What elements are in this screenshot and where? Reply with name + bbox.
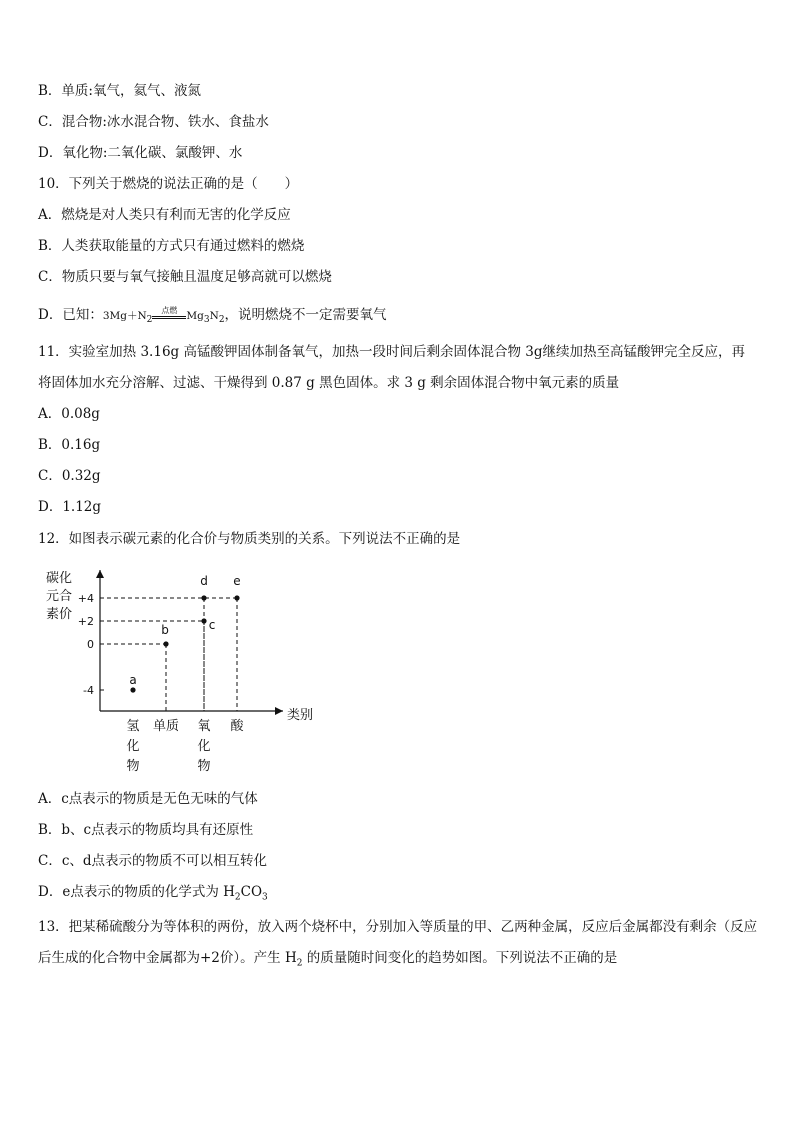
y-tick-label: -4 (83, 684, 94, 697)
data-label-d: d (200, 574, 208, 588)
q11-option-b: B．0.16g (38, 437, 101, 453)
q10-option-d (38, 306, 387, 329)
q13-stem-part2: 的质量随时间变化的趋势如图。下列说法不正确的是 (302, 950, 618, 966)
q12-option-c: C．c、d点表示的物质不可以相互转化 (38, 853, 268, 869)
reaction-product-n: N (209, 310, 219, 322)
q12-formula-mid: CO (240, 884, 263, 900)
q10-stem: 10．下列关于燃烧的说法正确的是（ ） (38, 176, 299, 192)
reaction-condition-label: 点燃 (161, 306, 178, 315)
x-category-label: 化 (126, 739, 140, 754)
q12-stem: 12．如图表示碳元素的化合价与物质类别的关系。下列说法不正确的是 (38, 531, 461, 547)
q11-option-d: D．1.12g (38, 499, 102, 515)
data-label-b: b (161, 623, 169, 637)
x-category-label: 物 (197, 759, 211, 774)
q12-option-d-prefix: D．e点表示的物质的化学式为 H (38, 884, 235, 900)
data-label-a: a (129, 673, 137, 687)
q10-option-a: A．燃烧是对人类只有利而无害的化学反应 (38, 207, 291, 223)
y-tick-label: +2 (77, 615, 94, 628)
x-axis-arrow (275, 707, 283, 715)
q12-formula-sub1: 2 (234, 892, 241, 903)
q13-stem (38, 912, 758, 980)
y-tick-label: +4 (77, 592, 94, 605)
q12-option-b: B．b、c点表示的物质均具有还原性 (38, 822, 254, 838)
carbon-valence-chart (38, 565, 338, 780)
q12-option-d (38, 883, 268, 907)
x-category-label: 单质 (152, 719, 180, 734)
data-point-e (234, 595, 239, 600)
q10-option-d-prefix: D．已知： (38, 307, 103, 323)
q10-option-c: C．物质只要与氧气接触且温度足够高就可以燃烧 (38, 269, 332, 285)
x-category-label: 酸 (230, 719, 244, 734)
y-axis-label: 素价 (46, 607, 73, 622)
reaction-condition (152, 307, 186, 326)
q9-option-c: C．混合物:冰水混合物、铁水、食盐水 (38, 114, 269, 130)
q10-option-b: B．人类获取能量的方式只有通过燃料的燃烧 (38, 238, 305, 254)
data-point-a (130, 687, 135, 692)
data-label-e: e (233, 574, 241, 588)
q11-stem: 11．实验室加热 3.16g 高锰酸钾固体制备氧气，加热一段时间后剩余固体混合物 3g继续加热至高锰酸钾完全反应，再将固体加水充分溶解、过滤、干燥得到 0.87 g 黑色固体。求 3 g 剩余固体混合物中氧元素的质量 (38, 344, 745, 391)
x-axis-label: 类别 (287, 708, 314, 723)
x-category-label: 氧 (197, 719, 211, 734)
q12-formula-sub2: 3 (262, 892, 268, 903)
reaction-product: Mg (186, 310, 204, 322)
y-tick-label: 0 (87, 638, 94, 651)
y-axis-arrow (96, 570, 104, 578)
x-category-label: 氢 (126, 719, 140, 734)
q13-stem-sub: 2 (296, 958, 303, 969)
reaction-reactants: 3Mg＋N (102, 310, 147, 322)
data-point-b (163, 641, 168, 646)
q11-option-a: A．0.08g (38, 406, 100, 422)
q9-option-d: D．氧化物:二氧化碳、氯酸钾、水 (38, 145, 243, 161)
reaction-equation (102, 306, 225, 326)
y-axis-label: 元合 (46, 589, 73, 604)
reaction-sub: 2 (146, 315, 153, 326)
q12-option-a: A．c点表示的物质是无色无味的气体 (38, 791, 258, 807)
q13-stem-part1: 13．把某稀硫酸分为等体积的两份，放入两个烧杯中，分别加入等质量的甲、乙两种金属，反应后金属都没有剩余（反应后生成的化合物中金属都为+2价）。产生 H (38, 919, 758, 966)
q11-option-c: C．0.32g (38, 468, 101, 484)
reaction-product-sub2: 2 (218, 315, 225, 326)
y-axis-label: 碳化 (46, 571, 73, 586)
q9-option-b: B．单质:氧气，氦气、液氮 (38, 83, 201, 99)
x-category-label: 化 (197, 739, 211, 754)
reaction-product-sub: 3 (203, 315, 210, 326)
q10-option-d-suffix: ，说明燃烧不一定需要氧气 (224, 307, 387, 323)
data-label-c: c (208, 618, 216, 632)
x-category-label: 物 (126, 759, 140, 774)
